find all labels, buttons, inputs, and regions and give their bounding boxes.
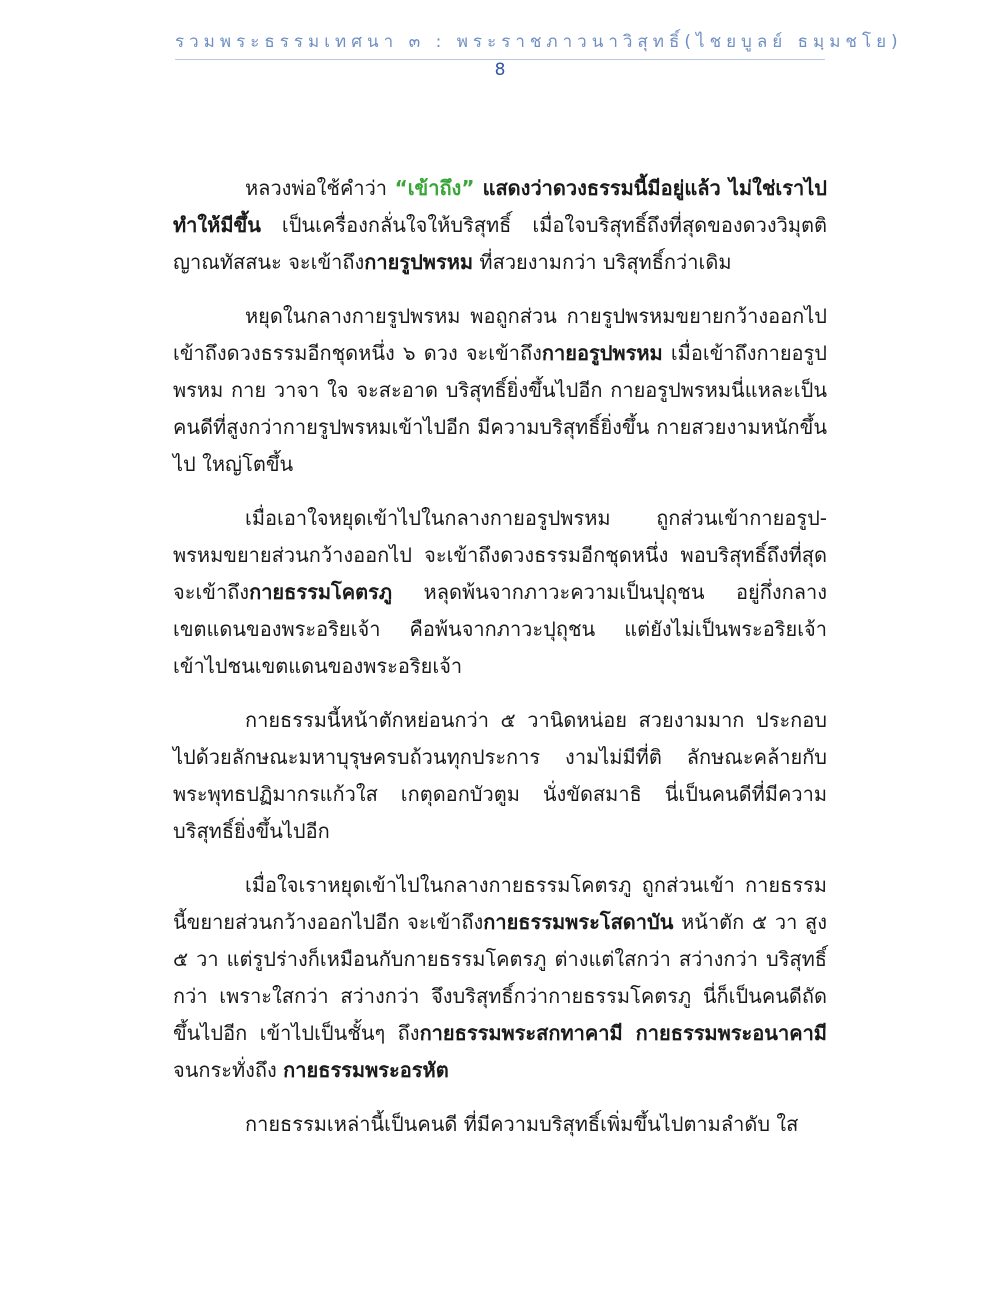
- text-run: เป็นเครื่องกลั่นใจให้บริสุทธิ์ เมื่อใจบริสุทธิ์ถึงที่สุดของดวงวิมุตติญาณทัสสนะ จะเข้าถึง: [173, 213, 827, 274]
- text-run: กายธรรมเหล่านี้เป็นคนดี ที่มีความบริสุทธิ์เพิ่มขึ้นไปตามลำดับ ใส: [245, 1112, 799, 1136]
- text-run: หลุดพ้นจากภาวะความเป็นปุถุชน อยู่กึ่งกลางเขตแดนของพระอริยเจ้า คือพ้นจากภาวะปุถุชน แต่ยังไม่เป็นพระอริยเจ้าเข้าไปชนเขตแดนของพระอริยเจ้า: [173, 580, 827, 678]
- paragraph: [173, 867, 827, 1089]
- bold-term: กายรูปพรหม: [364, 250, 474, 274]
- text-run: หลวงพ่อใช้คำว่า: [245, 176, 395, 200]
- text-run: ที่สวยงามกว่า บริสุทธิ์กว่าเดิม: [473, 250, 732, 274]
- paragraph: [173, 702, 827, 850]
- bold-term: กายธรรมพระอรหัต: [283, 1058, 449, 1082]
- text-run: หยุดในกลางกายรูปพรหม พอถูกส่วน กายรูปพรหมขยายกว้างออกไป เข้าถึงดวงธรรมอีกชุดหนึ่ง ๖ ดวง จะเข้าถึง: [173, 304, 827, 365]
- header-title: รวมพระธรรมเทศนา ๓ : พระราชภาวนาวิสุทธิ์(ไชยบูลย์ ธมฺมชโย): [175, 32, 903, 52]
- bold-term: กายธรรมพระโสดาบัน: [483, 910, 674, 934]
- text-run: เมื่อเข้าถึงกายอรูปพรหม กาย วาจา ใจ จะสะอาด บริสุทธิ์ยิ่งขึ้นไปอีก กายอรูปพรหมนี่แหละเป็นคนดีที่สูงกว่ากายรูปพรหมเข้าไปอีก มีความบริสุทธิ์ยิ่งขึ้น กายสวยงามหนักขึ้นไป ใหญ่โตขึ้น: [173, 341, 827, 476]
- paragraph: [173, 298, 827, 483]
- text-run: เมื่อใจเราหยุดเข้าไปในกลางกายธรรมโคตรภู ถูกส่วนเข้า กายธรรมนี้ขยายส่วนกว้างออกไปอีก จะเข้าถึง: [173, 873, 827, 934]
- bold-term: กายอรูปพรหม: [541, 341, 663, 365]
- paragraph: [173, 1106, 827, 1143]
- paragraph: [173, 500, 827, 685]
- bold-text: แสดงว่าดวงธรรมนี้มีอยู่แล้ว ไม่ใช่เราไปทำให้มีขึ้น: [173, 176, 827, 237]
- text-run: จนกระทั่งถึง: [173, 1058, 284, 1082]
- bold-term: กายธรรมพระสกทาคามี กายธรรมพระอนาคามี: [419, 1021, 827, 1045]
- paragraph: [173, 170, 827, 281]
- text-run: เมื่อเอาใจหยุดเข้าไปในกลางกายอรูปพรหม ถูกส่วนเข้ากายอรูป-พรหมขยายส่วนกว้างออกไป จะเข้าถึงดวงธรรมอีกชุดหนึ่ง พอบริสุทธิ์ถึงที่สุดจะเข้าถึง: [173, 506, 827, 604]
- text-run: กายธรรมนี้หน้าตักหย่อนกว่า ๕ วานิดหน่อย สวยงามมาก ประกอบไปด้วยลักษณะมหาบุรุษครบถ้วนทุกประการ งามไม่มีที่ติ ลักษณะคล้ายกับพระพุทธปฏิมากรแก้วใส เกตุดอกบัวตูม นั่งขัดสมาธิ นี่เป็นคนดีที่มีความบริสุทธิ์ยิ่งขึ้นไปอีก: [173, 708, 827, 843]
- running-header: [175, 28, 903, 60]
- bold-term: กายธรรมโคตรภู: [249, 580, 393, 604]
- highlighted-term: “เข้าถึง”: [394, 176, 475, 200]
- page-number: 8: [494, 60, 506, 80]
- document-body: [173, 170, 827, 1160]
- text-run: หน้าตัก ๕ วา สูง ๕ วา แต่รูปร่างก็เหมือนกับกายธรรมโคตรภู ต่างแต่ใสกว่า สว่างกว่า บริสุทธิ์กว่า เพราะใสกว่า สว่างกว่า จึงบริสุทธิ์กว่ากายธรรมโคตรภู นี่ก็เป็นคนดีถัดขึ้นไปอีก เข้าไปเป็นชั้นๆ ถึง: [173, 910, 827, 1045]
